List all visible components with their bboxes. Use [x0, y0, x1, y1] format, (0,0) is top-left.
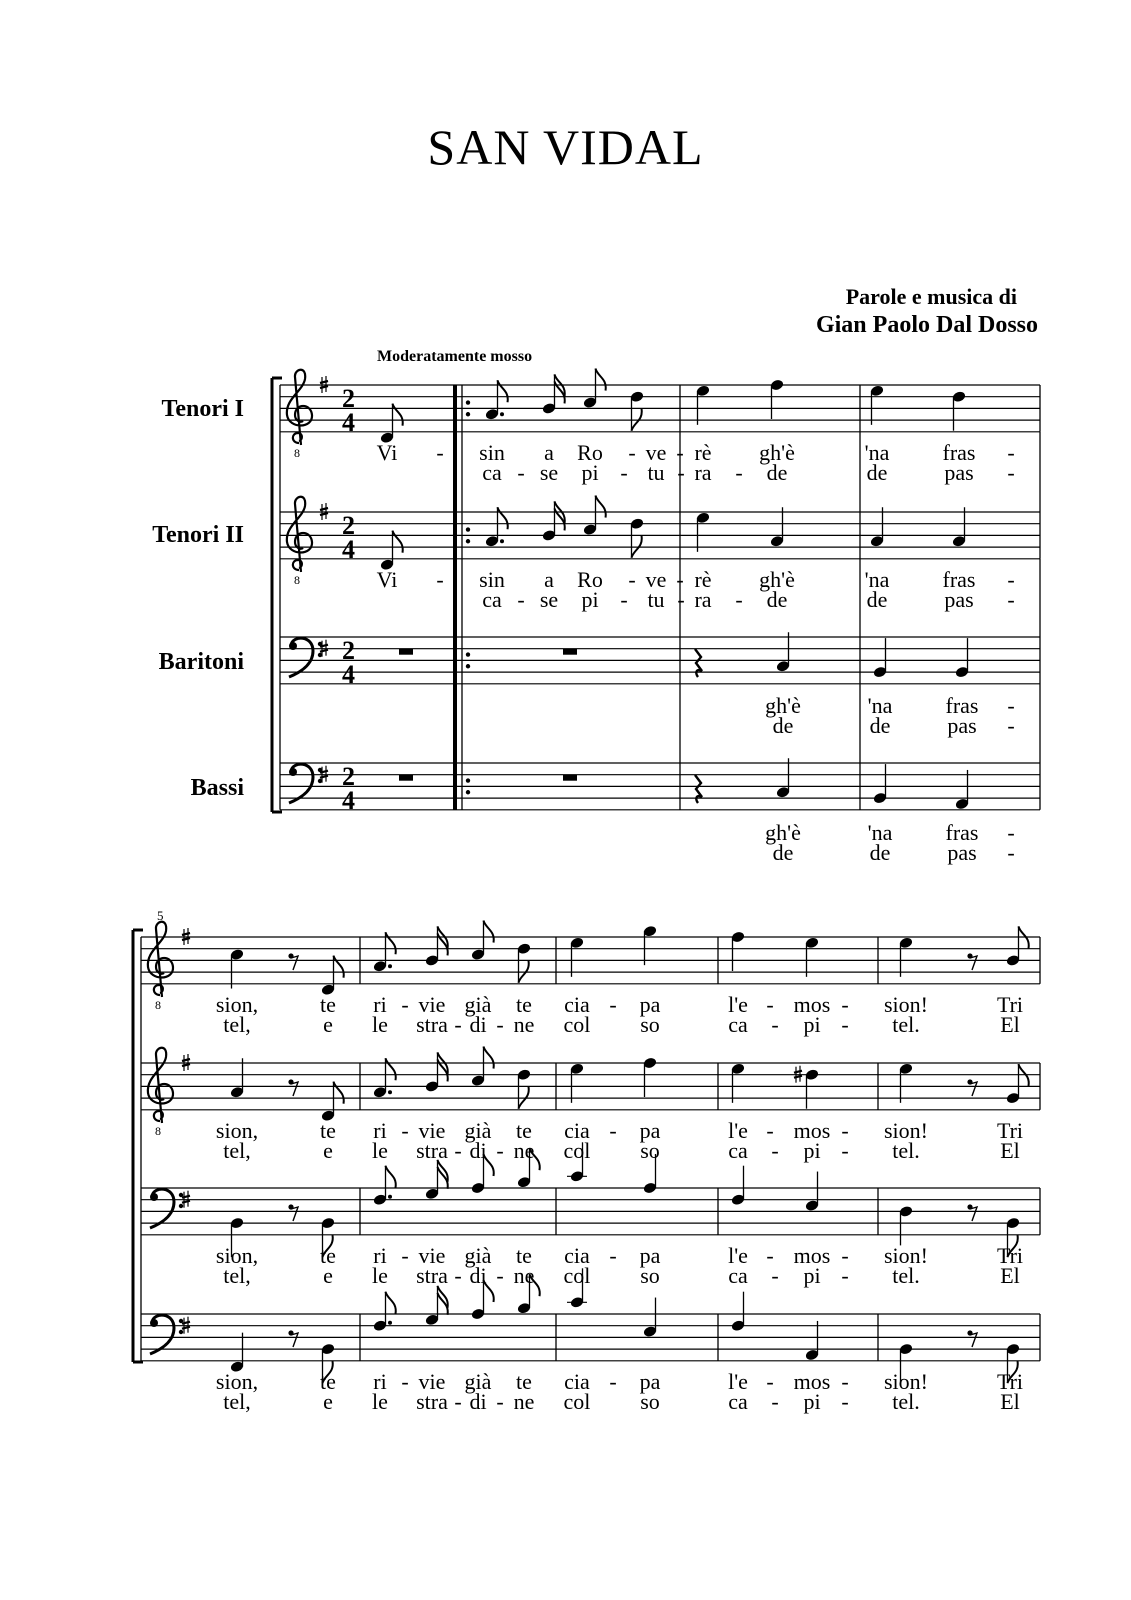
- note-flag: [438, 1293, 448, 1315]
- lyric-syllable: so: [640, 1012, 660, 1037]
- lyric-syllable: 'na: [864, 567, 890, 592]
- repeat-dot: [466, 539, 470, 543]
- lyric-syllable: -: [771, 1263, 779, 1288]
- lyric-syllable: ca: [728, 1012, 748, 1037]
- svg-text:8: 8: [155, 998, 161, 1012]
- treble-clef: [287, 497, 312, 587]
- lyric-syllable: de: [866, 587, 888, 612]
- whole-rest: [399, 649, 413, 655]
- lyric-syllable: -: [1007, 713, 1015, 738]
- lyric-syllable: stra: [416, 1389, 448, 1414]
- lyric-syllable: -: [841, 1138, 849, 1163]
- repeat-dot: [466, 664, 470, 668]
- part-name-baritoni: Baritoni: [158, 649, 244, 675]
- lyric-syllable: te: [320, 1243, 336, 1268]
- lyric-syllable: El: [1000, 1012, 1020, 1037]
- lyric-syllable: -: [496, 1389, 504, 1414]
- lyric-syllable: -: [676, 567, 684, 592]
- lyric-syllable: -: [735, 587, 743, 612]
- lyric-syllable: -: [676, 440, 684, 465]
- lyric-syllable: a: [544, 440, 554, 465]
- lyric-syllable: -: [454, 1263, 462, 1288]
- lyric-syllable: Ro: [577, 440, 603, 465]
- lyric-syllable: -: [841, 1118, 849, 1143]
- quarter-rest: [695, 775, 702, 803]
- lyric-syllable: tel.: [892, 1389, 920, 1414]
- lyric-syllable: te: [516, 992, 532, 1017]
- lyric-syllable: col: [563, 1012, 591, 1037]
- lyric-syllable: tu: [647, 587, 665, 612]
- lyric-syllable: a: [544, 567, 554, 592]
- lyric-syllable: El: [1000, 1389, 1020, 1414]
- lyric-syllable: stra: [416, 1012, 448, 1037]
- lyric-syllable: -: [496, 1138, 504, 1163]
- note-flag: [334, 1082, 344, 1104]
- lyric-syllable: -: [766, 1243, 774, 1268]
- lyric-syllable: de: [772, 840, 794, 865]
- lyric-syllable: fras: [945, 693, 979, 718]
- lyric-syllable: di: [469, 1012, 487, 1037]
- lyric-syllable: de: [869, 713, 891, 738]
- lyric-syllable: l'e: [728, 1118, 748, 1143]
- lyric-syllable: sin: [479, 440, 505, 465]
- lyric-syllable: -: [841, 992, 849, 1017]
- lyric-syllable: fras: [942, 567, 976, 592]
- lyric-syllable: de: [766, 587, 788, 612]
- lyric-syllable: pi: [581, 587, 599, 612]
- note-flag: [596, 369, 606, 391]
- lyric-syllable: -: [517, 587, 525, 612]
- lyric-syllable: pa: [639, 1369, 661, 1394]
- part-name-tenori-1: Tenori I: [161, 396, 244, 422]
- lyric-syllable: te: [320, 1118, 336, 1143]
- lyric-syllable: Tri: [996, 1369, 1024, 1394]
- repeat-dot: [466, 790, 470, 794]
- lyric-syllable: stra: [416, 1138, 448, 1163]
- lyric-syllable: ri: [373, 1369, 387, 1394]
- note-flag: [498, 507, 508, 529]
- tempo-marking: Moderatamente mosso: [377, 348, 533, 365]
- lyric-syllable: stra: [416, 1263, 448, 1288]
- lyric-syllable: tel,: [223, 1012, 251, 1037]
- note-flag: [386, 1058, 396, 1080]
- measure-number: 5: [157, 908, 164, 923]
- lyric-syllable: cia: [564, 992, 590, 1017]
- note-flag: [438, 1167, 448, 1189]
- lyric-syllable: -: [1007, 460, 1015, 485]
- treble-clef: [148, 1048, 173, 1138]
- quarter-rest: [695, 649, 702, 677]
- lyric-syllable: 'na: [864, 440, 890, 465]
- note-dot: [388, 964, 392, 968]
- note-flag: [393, 531, 403, 553]
- lyric-syllable: de: [869, 840, 891, 865]
- lyric-syllable: -: [401, 1369, 409, 1394]
- note-flag: [334, 956, 344, 978]
- lyric-syllable: l'e: [728, 1243, 748, 1268]
- lyric-syllable: pas: [944, 460, 974, 485]
- lyric-syllable: rè: [694, 440, 712, 465]
- eighth-rest: [291, 1082, 298, 1096]
- lyric-syllable: di: [469, 1389, 487, 1414]
- eighth-rest: [291, 1333, 298, 1347]
- bass-clef: [289, 638, 322, 677]
- lyric-syllable: El: [1000, 1263, 1020, 1288]
- lyric-syllable: de: [866, 460, 888, 485]
- lyric-syllable: ne: [513, 1012, 535, 1037]
- lyric-syllable: l'e: [728, 992, 748, 1017]
- note-flag: [386, 1292, 396, 1314]
- lyric-syllable: pa: [639, 1118, 661, 1143]
- lyric-syllable: -: [496, 1263, 504, 1288]
- lyric-syllable: vie: [418, 1243, 446, 1268]
- note-flag: [596, 496, 606, 518]
- lyric-syllable: te: [516, 1243, 532, 1268]
- lyric-syllable: pas: [947, 840, 977, 865]
- lyric-syllable: ca: [482, 460, 502, 485]
- lyric-syllable: -: [628, 440, 636, 465]
- lyric-syllable: ra: [694, 587, 712, 612]
- lyric-syllable: mos: [793, 1243, 831, 1268]
- lyric-syllable: fras: [942, 440, 976, 465]
- time-sig-numerator: 2: [342, 511, 355, 540]
- lyric-syllable: -: [766, 992, 774, 1017]
- lyric-syllable: cia: [564, 1243, 590, 1268]
- lyric-syllable: -: [841, 1263, 849, 1288]
- note-dot: [388, 1321, 392, 1325]
- lyric-syllable: -: [1007, 587, 1015, 612]
- treble-clef: [287, 370, 312, 460]
- lyric-syllable: sion!: [884, 1243, 928, 1268]
- lyric-syllable: pi: [803, 1138, 821, 1163]
- lyric-syllable: ra: [694, 460, 712, 485]
- eighth-rest: [291, 956, 298, 970]
- lyric-syllable: Tri: [996, 1243, 1024, 1268]
- lyric-syllable: e: [323, 1389, 333, 1414]
- lyric-syllable: -: [677, 460, 685, 485]
- lyric-syllable: -: [766, 1118, 774, 1143]
- repeat-dot: [466, 778, 470, 782]
- lyric-syllable: mos: [793, 1369, 831, 1394]
- eighth-rest: [970, 956, 977, 970]
- lyric-syllable: già: [464, 1118, 492, 1143]
- lyric-syllable: tel,: [223, 1263, 251, 1288]
- lyric-syllable: Ro: [577, 567, 603, 592]
- part-name-tenori-2: Tenori II: [152, 522, 244, 548]
- lyric-syllable: 'na: [867, 820, 893, 845]
- page-title: SAN VIDAL: [427, 119, 704, 175]
- lyric-syllable: te: [516, 1118, 532, 1143]
- lyric-syllable: ne: [513, 1263, 535, 1288]
- lyric-syllable: gh'è: [759, 567, 795, 592]
- lyric-syllable: sion!: [884, 1118, 928, 1143]
- lyric-syllable: l'e: [728, 1369, 748, 1394]
- bass-clef: [150, 1315, 183, 1354]
- lyric-syllable: -: [454, 1389, 462, 1414]
- lyric-syllable: e: [323, 1138, 333, 1163]
- lyric-syllable: sin: [479, 567, 505, 592]
- lyric-syllable: vie: [418, 992, 446, 1017]
- lyric-syllable: se: [539, 460, 559, 485]
- note-dot: [500, 412, 504, 416]
- lyric-syllable: ca: [728, 1138, 748, 1163]
- lyric-syllable: col: [563, 1389, 591, 1414]
- lyric-syllable: e: [323, 1263, 333, 1288]
- lyric-syllable: -: [454, 1138, 462, 1163]
- lyric-syllable: già: [464, 1369, 492, 1394]
- note-dot: [388, 1090, 392, 1094]
- lyric-syllable: sion,: [215, 1243, 259, 1268]
- lyric-syllable: ve: [645, 440, 667, 465]
- lyric-syllable: ri: [373, 992, 387, 1017]
- lyric-syllable: -: [677, 587, 685, 612]
- time-sig-denominator: 4: [342, 660, 355, 689]
- lyric-syllable: -: [841, 1369, 849, 1394]
- lyric-syllable: -: [1007, 693, 1015, 718]
- lyric-syllable: de: [772, 713, 794, 738]
- lyric-syllable: vie: [418, 1118, 446, 1143]
- eighth-rest: [291, 1207, 298, 1221]
- note-flag: [386, 1166, 396, 1188]
- lyric-syllable: -: [841, 1012, 849, 1037]
- lyric-syllable: tel,: [223, 1389, 251, 1414]
- lyric-syllable: pi: [803, 1012, 821, 1037]
- lyric-syllable: pi: [803, 1389, 821, 1414]
- lyric-syllable: -: [401, 1118, 409, 1143]
- lyric-syllable: di: [469, 1263, 487, 1288]
- lyric-syllable: fras: [945, 820, 979, 845]
- lyric-syllable: ca: [482, 587, 502, 612]
- part-name-bassi: Bassi: [190, 775, 244, 801]
- lyric-syllable: tel.: [892, 1138, 920, 1163]
- lyric-syllable: -: [1007, 440, 1015, 465]
- eighth-rest: [970, 1207, 977, 1221]
- time-sig-denominator: 4: [342, 408, 355, 437]
- lyric-syllable: -: [454, 1012, 462, 1037]
- lyric-syllable: col: [563, 1263, 591, 1288]
- lyric-syllable: tel.: [892, 1263, 920, 1288]
- lyric-syllable: cia: [564, 1118, 590, 1143]
- lyric-syllable: rè: [694, 567, 712, 592]
- lyric-syllable: Tri: [996, 1118, 1024, 1143]
- lyric-syllable: sion!: [884, 992, 928, 1017]
- lyric-syllable: de: [766, 460, 788, 485]
- lyric-syllable: tel,: [223, 1138, 251, 1163]
- lyric-syllable: -: [609, 1243, 617, 1268]
- lyric-syllable: ne: [513, 1389, 535, 1414]
- lyric-syllable: ve: [645, 567, 667, 592]
- lyric-syllable: col: [563, 1138, 591, 1163]
- lyric-syllable: -: [735, 460, 743, 485]
- lyric-syllable: -: [620, 460, 628, 485]
- lyric-syllable: -: [628, 567, 636, 592]
- whole-rest: [563, 649, 577, 655]
- note-dot: [388, 1195, 392, 1199]
- lyric-syllable: -: [401, 992, 409, 1017]
- note-dot: [500, 539, 504, 543]
- lyric-syllable: so: [640, 1263, 660, 1288]
- lyric-syllable: Tri: [996, 992, 1024, 1017]
- svg-text:8: 8: [155, 1124, 161, 1138]
- lyric-syllable: pas: [947, 713, 977, 738]
- lyric-syllable: te: [320, 1369, 336, 1394]
- lyric-syllable: -: [620, 587, 628, 612]
- lyric-syllable: -: [841, 1389, 849, 1414]
- whole-rest: [399, 775, 413, 781]
- lyric-syllable: ri: [373, 1243, 387, 1268]
- repeat-dot: [466, 527, 470, 531]
- note-flag: [498, 380, 508, 402]
- credit-line: Parole e musica di: [845, 284, 1017, 309]
- eighth-rest: [970, 1082, 977, 1096]
- lyric-syllable: mos: [793, 1118, 831, 1143]
- composer-name: Gian Paolo Dal Dosso: [815, 312, 1038, 338]
- lyric-syllable: -: [496, 1012, 504, 1037]
- svg-text:8: 8: [294, 573, 300, 587]
- lyric-syllable: El: [1000, 1138, 1020, 1163]
- lyric-syllable: cia: [564, 1369, 590, 1394]
- lyric-syllable: -: [841, 1243, 849, 1268]
- lyric-syllable: mos: [793, 992, 831, 1017]
- repeat-dot: [466, 652, 470, 656]
- lyric-syllable: so: [640, 1138, 660, 1163]
- lyric-syllable: le: [372, 1263, 388, 1288]
- lyric-syllable: so: [640, 1389, 660, 1414]
- lyric-syllable: le: [372, 1138, 388, 1163]
- time-sig-denominator: 4: [342, 786, 355, 815]
- note-flag: [484, 921, 494, 943]
- time-sig-numerator: 2: [342, 762, 355, 791]
- repeat-dot: [466, 412, 470, 416]
- lyric-syllable: pa: [639, 1243, 661, 1268]
- note-flag: [386, 932, 396, 954]
- time-sig-numerator: 2: [342, 384, 355, 413]
- lyric-syllable: te: [516, 1369, 532, 1394]
- lyric-syllable: -: [609, 1118, 617, 1143]
- lyric-syllable: -: [771, 1389, 779, 1414]
- lyric-syllable: tu: [647, 460, 665, 485]
- lyric-syllable: se: [539, 587, 559, 612]
- repeat-dot: [466, 400, 470, 404]
- time-sig-denominator: 4: [342, 535, 355, 564]
- lyric-syllable: -: [771, 1138, 779, 1163]
- lyric-syllable: vie: [418, 1369, 446, 1394]
- eighth-rest: [970, 1333, 977, 1347]
- bass-clef: [150, 1189, 183, 1228]
- lyric-syllable: -: [609, 992, 617, 1017]
- lyric-syllable: sion!: [884, 1369, 928, 1394]
- lyric-syllable: sion,: [215, 992, 259, 1017]
- whole-rest: [563, 775, 577, 781]
- lyric-syllable: -: [1007, 567, 1015, 592]
- lyric-syllable: -: [436, 440, 444, 465]
- lyric-syllable: pi: [803, 1263, 821, 1288]
- lyric-syllable: e: [323, 1012, 333, 1037]
- lyric-syllable: Vi: [376, 440, 398, 465]
- lyric-syllable: Vi: [376, 567, 398, 592]
- lyric-syllable: già: [464, 1243, 492, 1268]
- lyric-syllable: gh'è: [765, 820, 801, 845]
- lyric-syllable: ca: [728, 1263, 748, 1288]
- lyric-syllable: le: [372, 1389, 388, 1414]
- lyric-syllable: -: [436, 567, 444, 592]
- lyric-syllable: sion,: [215, 1118, 259, 1143]
- lyric-syllable: tel.: [892, 1012, 920, 1037]
- svg-text:8: 8: [294, 446, 300, 460]
- lyric-syllable: -: [766, 1369, 774, 1394]
- lyric-syllable: già: [464, 992, 492, 1017]
- lyric-syllable: -: [609, 1369, 617, 1394]
- lyric-syllable: -: [1007, 840, 1015, 865]
- lyric-syllable: ri: [373, 1118, 387, 1143]
- bass-clef: [289, 764, 322, 803]
- lyric-syllable: le: [372, 1012, 388, 1037]
- note-flag: [393, 404, 403, 426]
- lyric-syllable: pas: [944, 587, 974, 612]
- note-flag: [484, 1047, 494, 1069]
- lyric-syllable: te: [320, 992, 336, 1017]
- time-sig-numerator: 2: [342, 636, 355, 665]
- lyric-syllable: -: [517, 460, 525, 485]
- lyric-syllable: sion,: [215, 1369, 259, 1394]
- lyric-syllable: -: [401, 1243, 409, 1268]
- lyric-syllable: -: [1007, 820, 1015, 845]
- lyric-syllable: pi: [581, 460, 599, 485]
- lyric-syllable: pa: [639, 992, 661, 1017]
- lyric-syllable: gh'è: [759, 440, 795, 465]
- lyric-syllable: gh'è: [765, 693, 801, 718]
- lyric-syllable: di: [469, 1138, 487, 1163]
- lyric-syllable: -: [771, 1012, 779, 1037]
- lyric-syllable: ca: [728, 1389, 748, 1414]
- treble-clef: [148, 922, 173, 1012]
- lyric-syllable: ne: [513, 1138, 535, 1163]
- lyric-syllable: 'na: [867, 693, 893, 718]
